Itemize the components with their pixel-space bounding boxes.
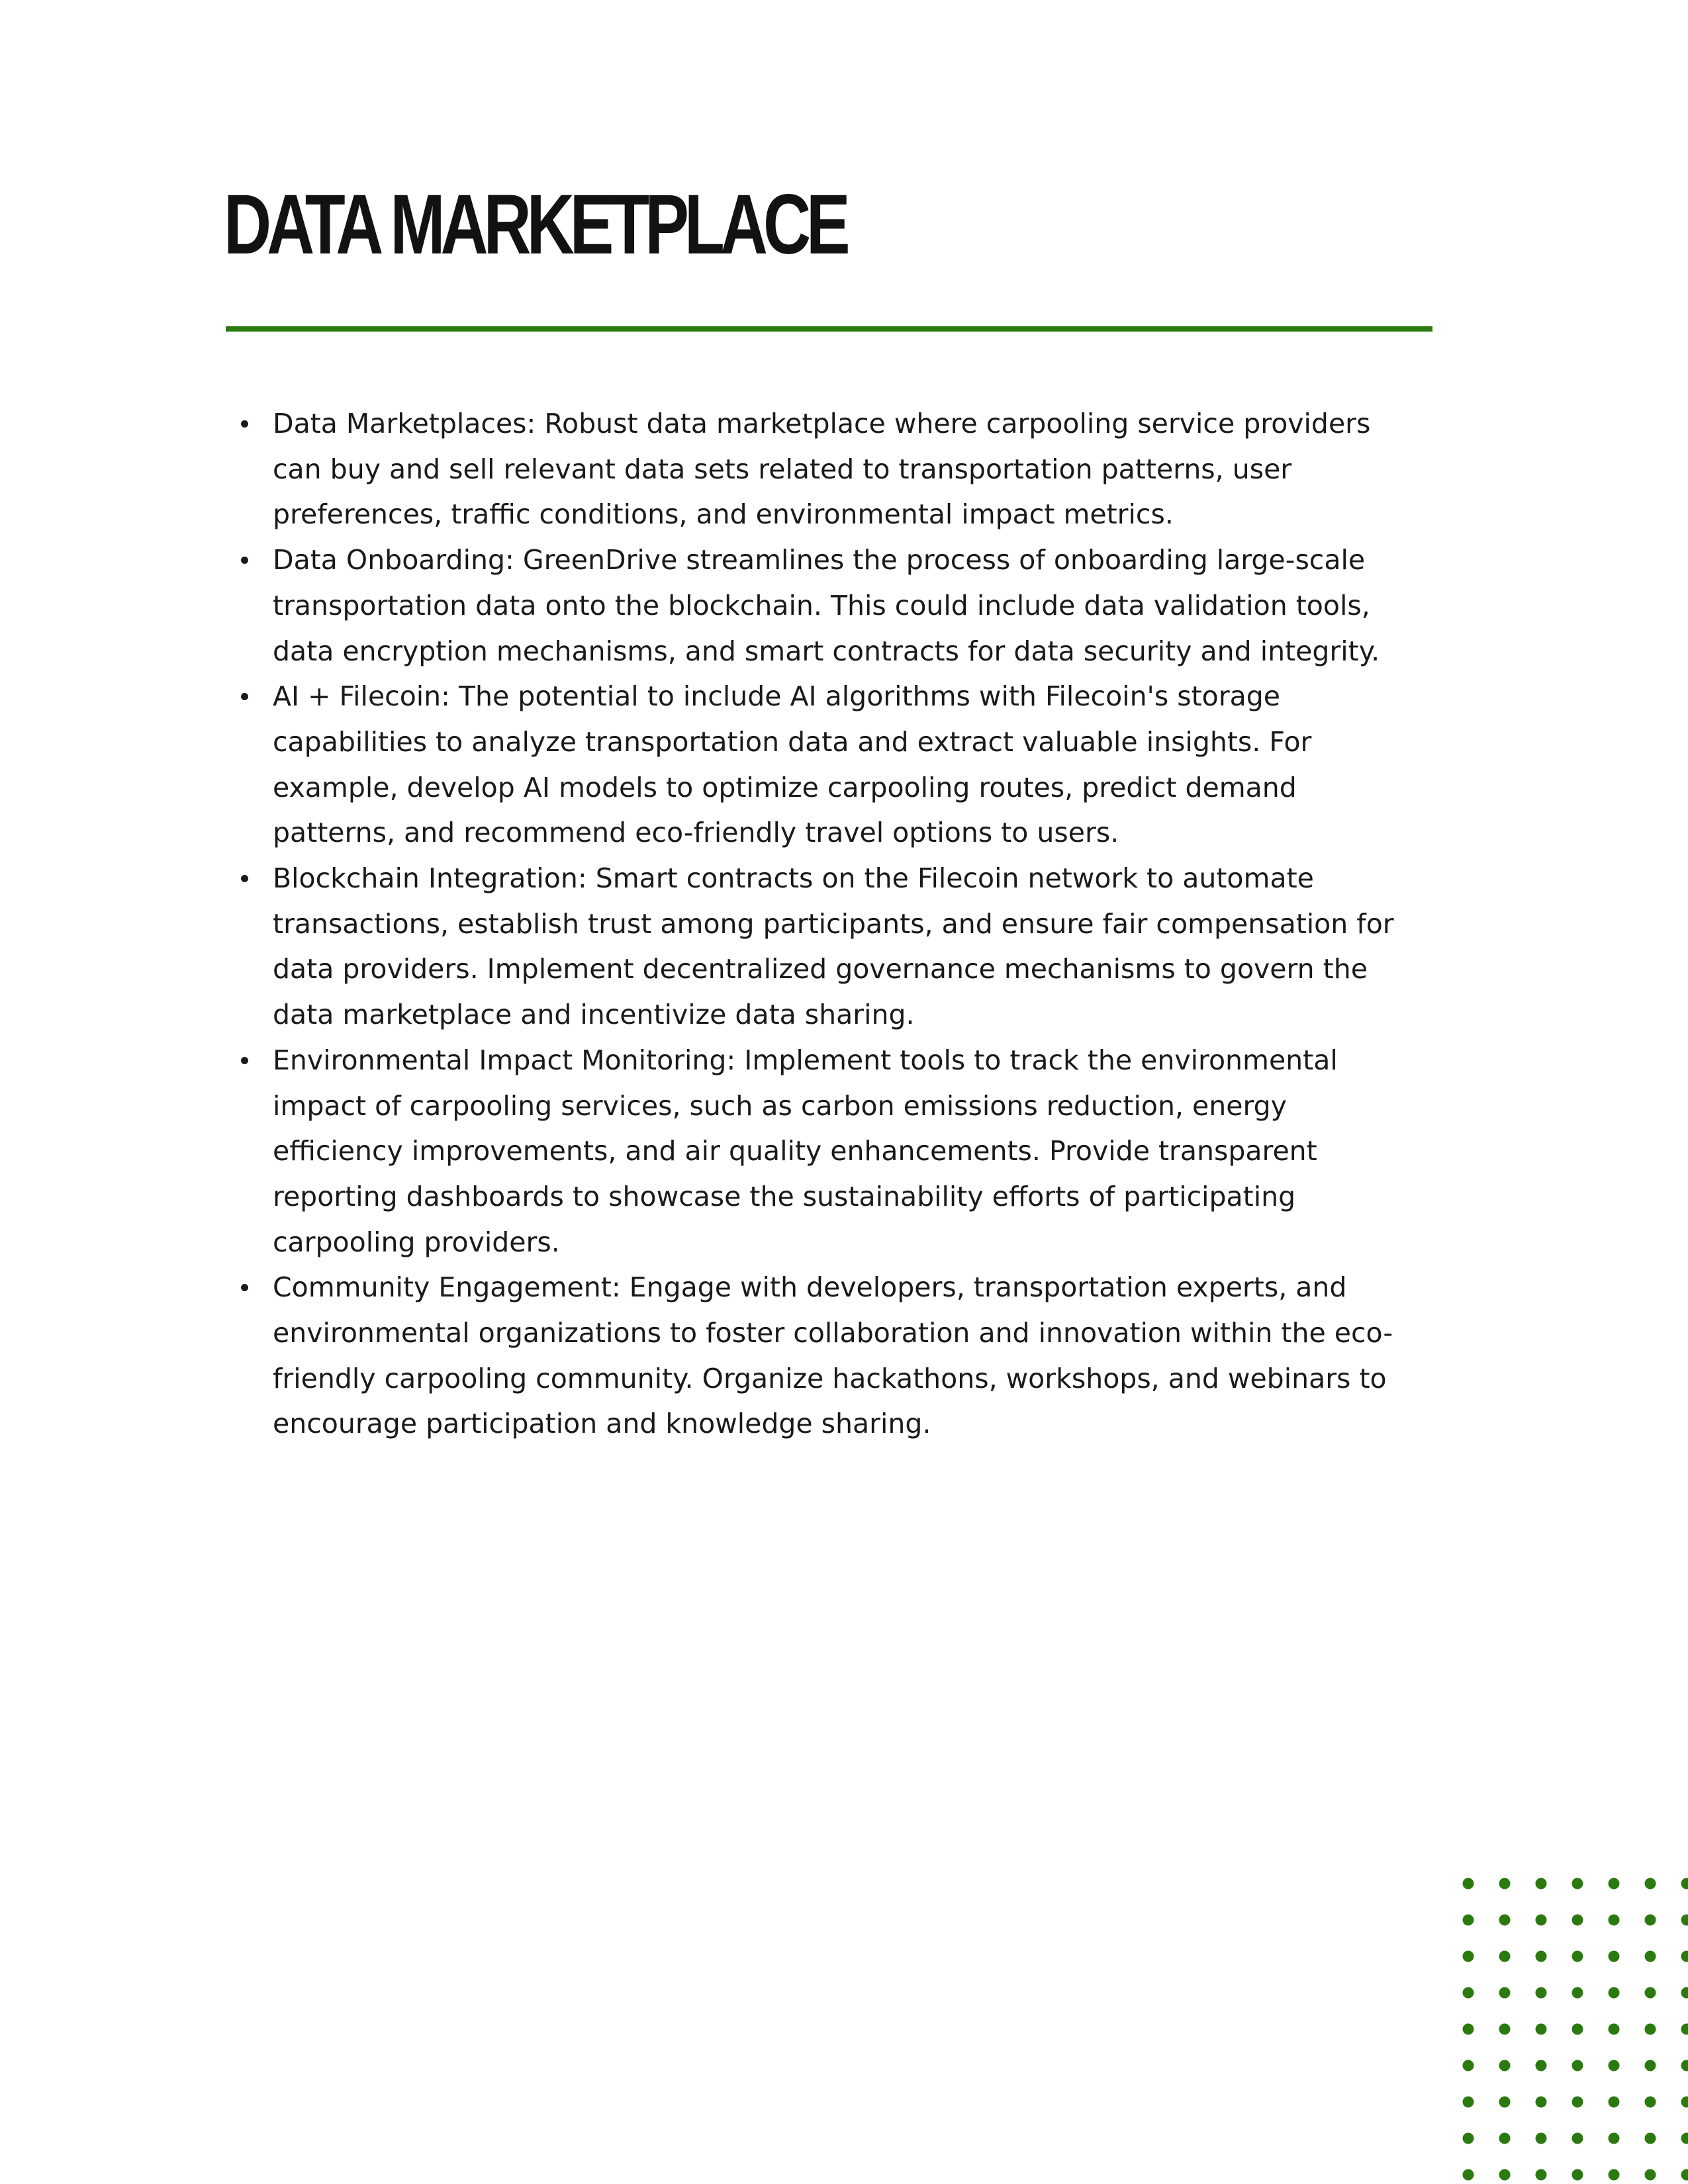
pattern-dot <box>1536 2024 1547 2035</box>
pattern-dot <box>1463 2133 1474 2144</box>
pattern-dot <box>1572 2133 1583 2144</box>
pattern-dot <box>1463 1987 1474 1999</box>
list-item-text: Environmental Impact Monitoring: Implement tools to track the environmental impact of carpooling services, such as carbon emissions reduction, energy efficiency improvements, and air quality enhancements. Provide transparent reporting dashboards to showcase the sustainability efforts of participating carpooling providers. <box>273 1044 1338 1258</box>
pattern-dot <box>1536 1951 1547 1962</box>
pattern-dot <box>1499 2169 1511 2181</box>
pattern-dot <box>1572 1915 1583 1926</box>
pattern-dot <box>1681 2024 1688 2035</box>
pattern-dot <box>1572 2024 1583 2035</box>
list-item-text: Blockchain Integration: Smart contracts on the Filecoin network to automate transactions, establish trust among participants, and ensure fair compensation for data providers. Implement decentralized governance mechanisms to govern the data marketplace and incentivize data sharing. <box>273 862 1394 1031</box>
pattern-dot <box>1681 1951 1688 1962</box>
pattern-dot <box>1609 2133 1620 2144</box>
bullet-icon <box>241 1057 248 1064</box>
dot-pattern-graphic <box>1456 1872 1688 2184</box>
pattern-dot <box>1463 1878 1474 1889</box>
pattern-dot <box>1536 1878 1547 1889</box>
decorative-dot-pattern <box>1456 1872 1688 2184</box>
pattern-dot <box>1645 2024 1656 2035</box>
pattern-dot <box>1499 2097 1511 2108</box>
pattern-dot <box>1681 2133 1688 2144</box>
pattern-dot <box>1536 2133 1547 2144</box>
pattern-dot <box>1499 2024 1511 2035</box>
pattern-dot <box>1609 2169 1620 2181</box>
pattern-dot <box>1645 1878 1656 1889</box>
list-item <box>233 856 1398 1038</box>
pattern-dot <box>1572 2060 1583 2071</box>
pattern-dot <box>1536 1915 1547 1926</box>
bullet-icon <box>241 693 248 700</box>
pattern-dot <box>1645 2169 1656 2181</box>
pattern-dot <box>1645 2133 1656 2144</box>
pattern-dot <box>1463 2169 1474 2181</box>
pattern-dot <box>1572 1987 1583 1999</box>
bullet-list <box>233 401 1398 1447</box>
pattern-dot <box>1645 2097 1656 2108</box>
bullet-icon <box>241 420 248 428</box>
pattern-dot <box>1536 1987 1547 1999</box>
bullet-icon <box>241 557 248 564</box>
list-item <box>233 674 1398 856</box>
pattern-dot <box>1536 2169 1547 2181</box>
list-item-text: Community Engagement: Engage with developers, transportation experts, and environmental organizations to foster collaboration and innovation within the eco-friendly carpooling community. Organize hackathons, workshops, and webinars to encourage participation and knowledge sharing. <box>273 1271 1393 1440</box>
pattern-dot <box>1463 2060 1474 2071</box>
list-item <box>233 1265 1398 1447</box>
pattern-dot <box>1499 2133 1511 2144</box>
pattern-dot <box>1463 1951 1474 1962</box>
list-item-text: AI + Filecoin: The potential to include AI algorithms with Filecoin's storage capabilities to analyze transportation data and extract valuable insights. For example, develop AI models to optimize carpooling routes, predict demand patterns, and recommend eco-friendly travel options to users. <box>273 680 1312 849</box>
list-item <box>233 1038 1398 1265</box>
pattern-dot <box>1645 1915 1656 1926</box>
pattern-dot <box>1645 2060 1656 2071</box>
page-title: DATA MARKETPLACE <box>224 177 846 272</box>
pattern-dot <box>1499 2060 1511 2071</box>
list-item <box>233 401 1398 537</box>
pattern-dot <box>1499 1878 1511 1889</box>
pattern-dot <box>1463 2024 1474 2035</box>
pattern-dot <box>1572 1951 1583 1962</box>
pattern-dot <box>1681 2097 1688 2108</box>
pattern-dot <box>1572 2097 1583 2108</box>
pattern-dot <box>1499 1987 1511 1999</box>
pattern-dot <box>1536 2097 1547 2108</box>
list-item-text: Data Marketplaces: Robust data marketplace where carpooling service providers can buy and sell relevant data sets related to transportation patterns, user preferences, traffic conditions, and environmental impact metrics. <box>273 408 1371 531</box>
title-divider <box>226 326 1432 332</box>
pattern-dot <box>1609 1951 1620 1962</box>
list-item <box>233 537 1398 674</box>
pattern-dot <box>1463 1915 1474 1926</box>
pattern-dot <box>1609 1915 1620 1926</box>
pattern-dot <box>1572 1878 1583 1889</box>
pattern-dot <box>1645 1987 1656 1999</box>
bullet-icon <box>241 875 248 882</box>
pattern-dot <box>1609 1987 1620 1999</box>
pattern-dot <box>1499 1915 1511 1926</box>
pattern-dot <box>1681 2060 1688 2071</box>
pattern-dot <box>1536 2060 1547 2071</box>
pattern-dot <box>1609 1878 1620 1889</box>
bullet-icon <box>241 1284 248 1291</box>
pattern-dot <box>1609 2097 1620 2108</box>
pattern-dot <box>1572 2169 1583 2181</box>
pattern-dot <box>1463 2097 1474 2108</box>
list-item-text: Data Onboarding: GreenDrive streamlines the process of onboarding large-scale transportation data onto the blockchain. This could include data validation tools, data encryption mechanisms, and smart contracts for data security and integrity. <box>273 544 1380 667</box>
pattern-dot <box>1499 1951 1511 1962</box>
pattern-dot <box>1681 1987 1688 1999</box>
pattern-dot <box>1645 1951 1656 1962</box>
pattern-dot <box>1609 2060 1620 2071</box>
pattern-dot <box>1681 1915 1688 1926</box>
pattern-dot <box>1609 2024 1620 2035</box>
pattern-dot <box>1681 1878 1688 1889</box>
pattern-dot <box>1681 2169 1688 2181</box>
